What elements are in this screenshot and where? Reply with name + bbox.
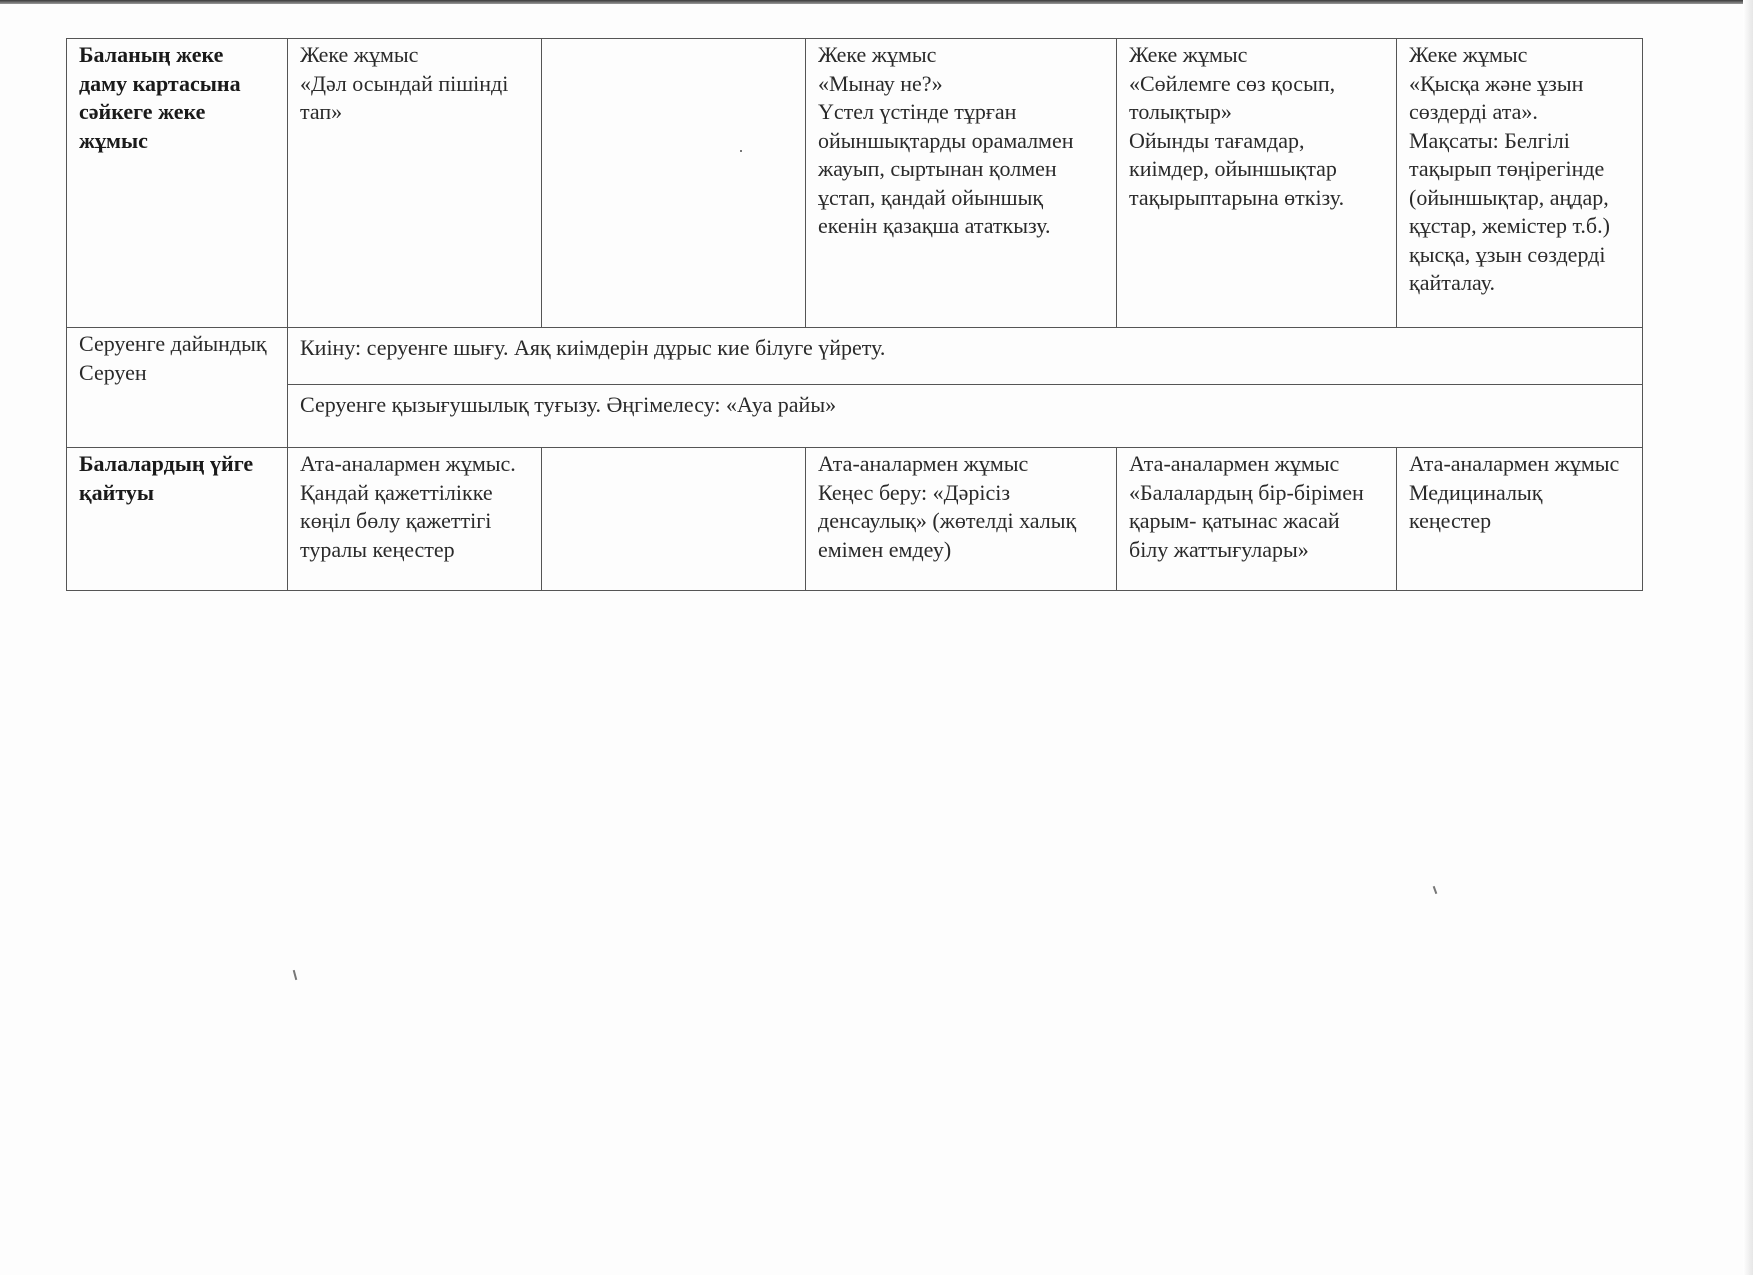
scan-edge-right	[1743, 0, 1753, 1275]
cell-walk-conversation: Серуенге қызығушылық туғызу. Әңгімелесу: «Ауа райы»	[288, 385, 1643, 448]
scan-speck	[293, 970, 298, 980]
cell-going-home-3: Ата-аналармен жұмыс Кеңес беру: «Дәрісіз денсаулық» (жөтелді халық емімен емдеу)	[806, 448, 1117, 591]
cell-walk-dressing: Киіну: серуенге шығу. Аяқ киімдерін дұрыс кие білуге үйрету.	[288, 328, 1643, 385]
cell-individual-work-4: Жеке жұмыс «Сөйлемге сөз қосып, толықтыр» Ойынды тағамдар, киімдер, ойыншықтар тақырыптарына өткізу.	[1117, 39, 1397, 328]
table-row-individual-work	[67, 39, 1643, 328]
scan-edge-top	[0, 0, 1753, 4]
plan-table	[66, 38, 1643, 591]
cell-individual-work-2	[542, 39, 806, 328]
cell-going-home-4: Ата-аналармен жұмыс «Балалардың бір-бірімен қарым- қатынас жасай білу жаттығулары»	[1117, 448, 1397, 591]
table-row-walk	[67, 385, 1643, 448]
scan-speck	[1433, 886, 1438, 894]
cell-individual-work-5: Жеке жұмыс «Қысқа және ұзын сөздерді ата». Мақсаты: Белгілі тақырып төңірегінде (ойыншықтар, аңдар, құстар, жемістер т.б.) қысқа, ұзын сөздерді қайталау.	[1397, 39, 1643, 328]
row-label-individual-work: Баланың жеке даму картасына сәйкеге жеке жұмыс	[67, 39, 288, 328]
row-label-walk: Серуенге дайындық Серуен	[67, 328, 288, 448]
row-label-going-home: Балалардың үйге қайтуы	[67, 448, 288, 591]
table-row-going-home	[67, 448, 1643, 591]
cell-going-home-2	[542, 448, 806, 591]
cell-individual-work-3: Жеке жұмыс «Мынау не?» Үстел үстінде тұрған ойыншықтарды орамалмен жауып, сыртынан қолмен ұстап, қандай ойыншық екенін қазақша ататкызу.	[806, 39, 1117, 328]
cell-going-home-1: Ата-аналармен жұмыс. Қандай қажеттілікке көңіл бөлу қажеттігі туралы кеңестер	[288, 448, 542, 591]
table-row-walk-preparation	[67, 328, 1643, 385]
cell-individual-work-1: Жеке жұмыс «Дәл осындай пішінді тап»	[288, 39, 542, 328]
cell-going-home-5: Ата-аналармен жұмыс Медициналық кеңестер	[1397, 448, 1643, 591]
